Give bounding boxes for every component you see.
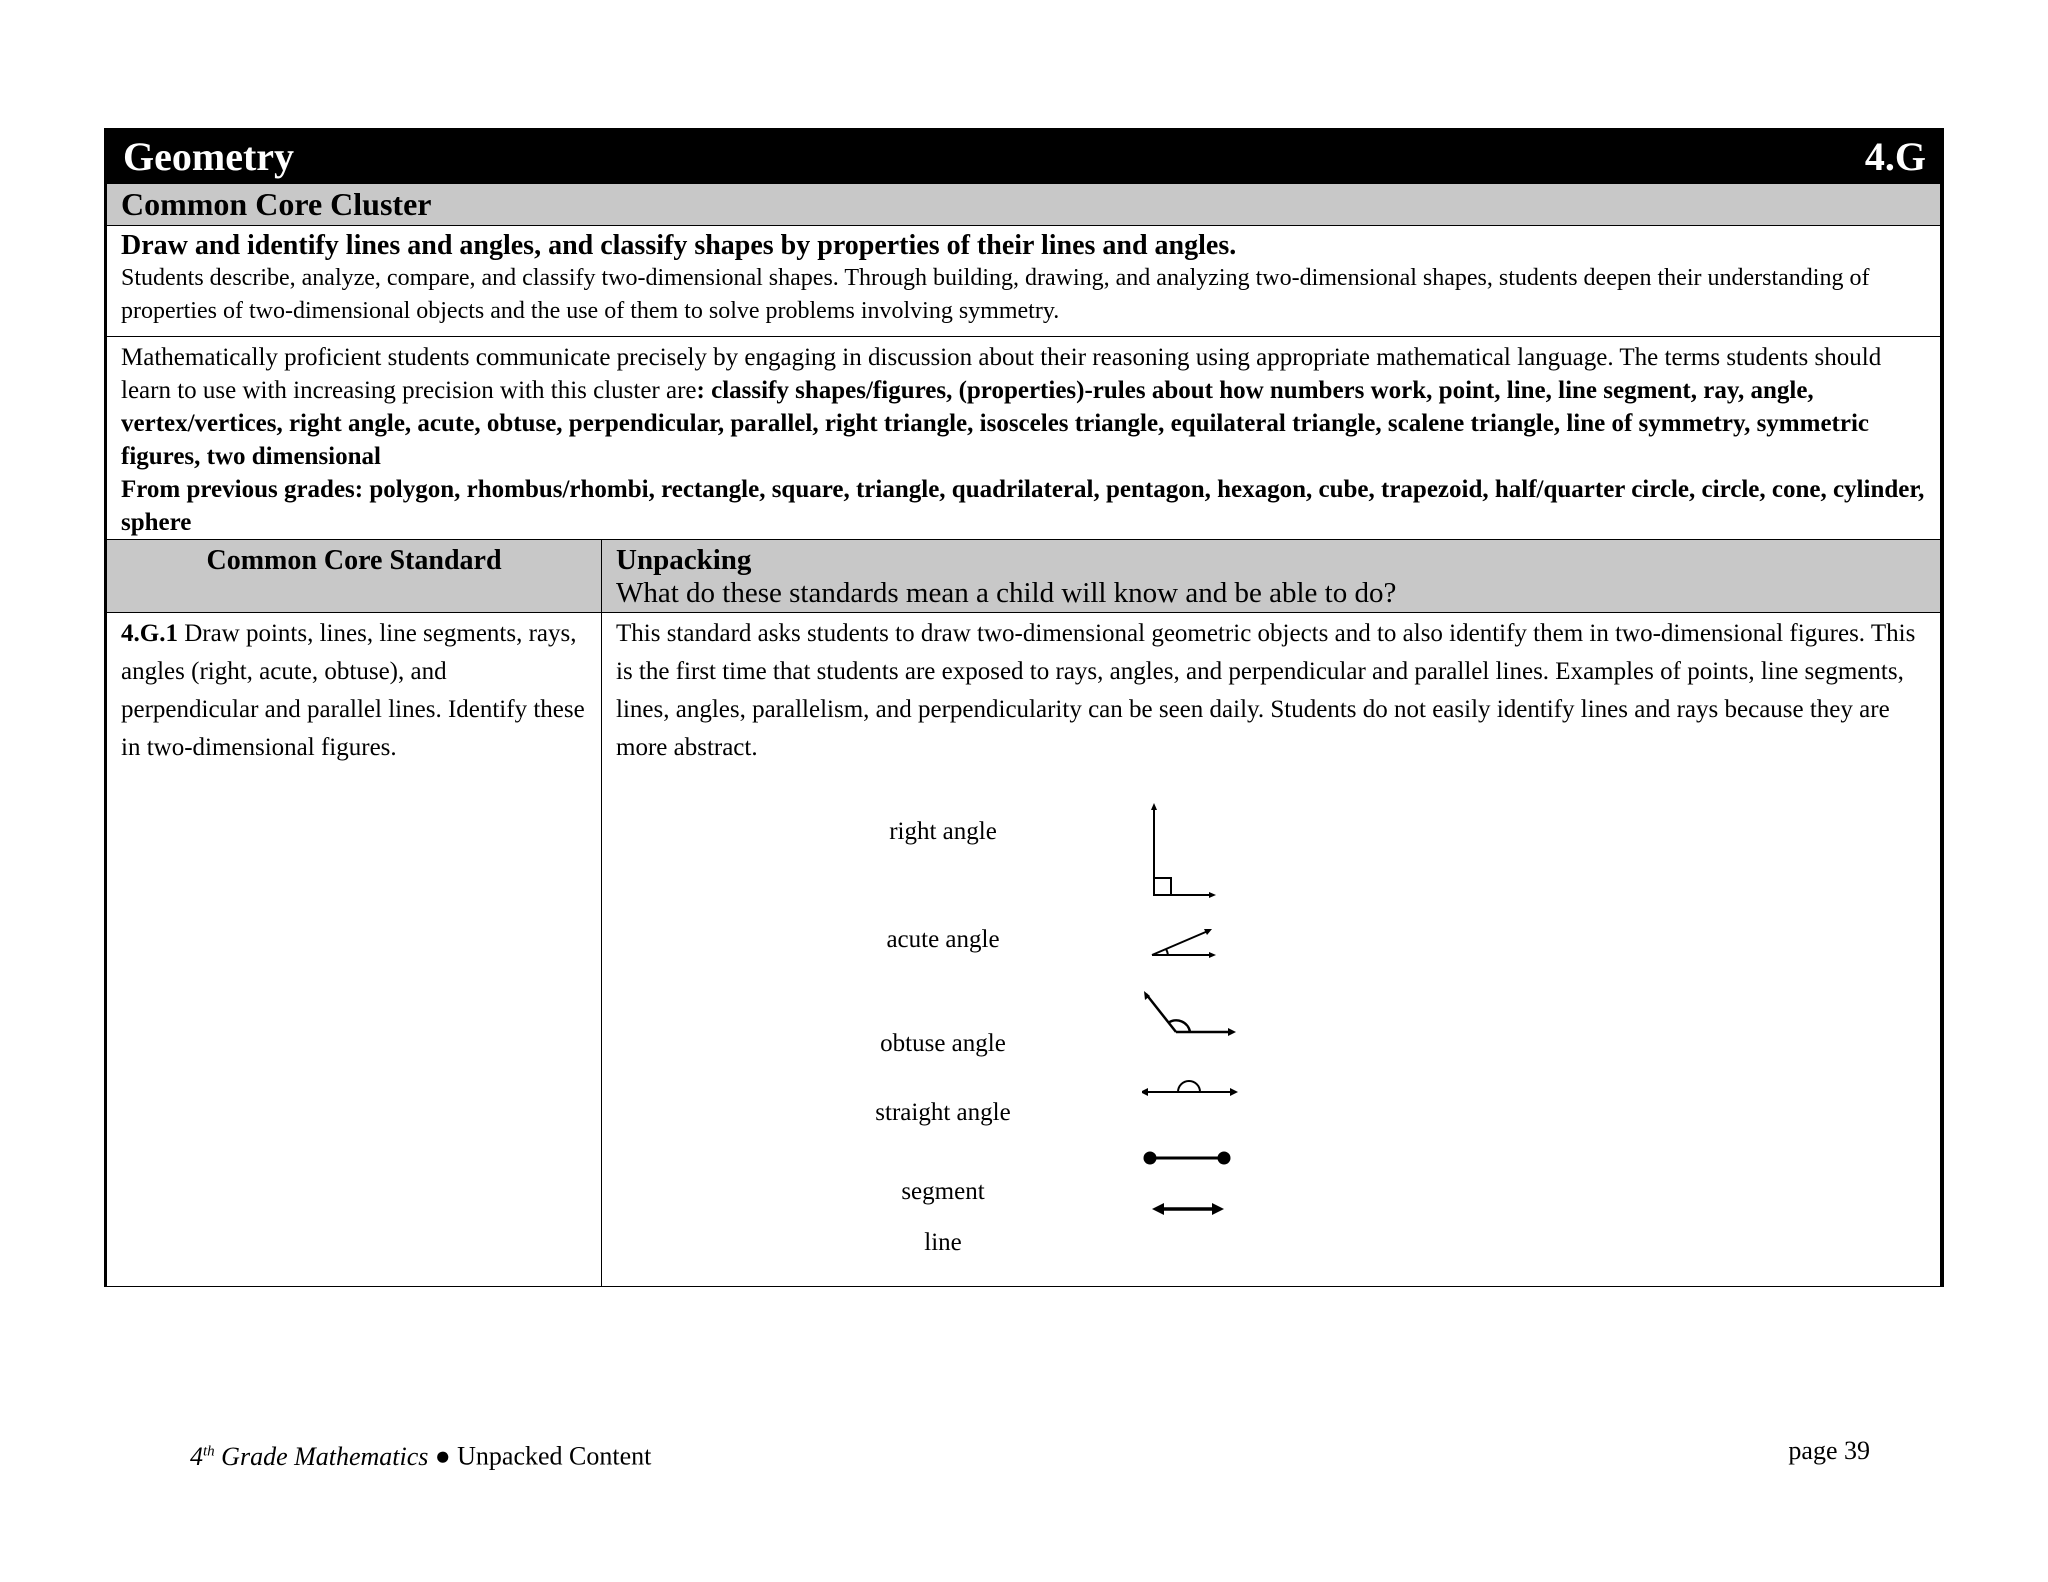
domain-header <box>107 128 1940 184</box>
cluster-title: Draw and identify lines and angles, and classify shapes by properties of their lines and angles. <box>121 230 1237 261</box>
footer-grade: 4th Grade Mathematics <box>190 1441 429 1471</box>
standard-cell <box>107 613 602 1286</box>
label-acute-angle: acute angle <box>886 926 1000 953</box>
domain-title: Geometry <box>123 133 295 179</box>
label-line: line <box>924 1229 962 1256</box>
label-straight-angle: straight angle <box>875 1099 1011 1126</box>
cluster-description: Students describe, analyze, compare, and classify two-dimensional shapes. Through building, drawing, and analyzing two-dimensional shapes, students deepen their understanding of properties of two-dimensional objects and the use of them to solve problems involving symmetry. <box>121 265 1870 324</box>
page-number: page 39 <box>1788 1436 1870 1465</box>
table-row <box>107 613 1940 1286</box>
label-obtuse-angle: obtuse angle <box>880 1030 1006 1057</box>
segment-figure <box>1145 1153 1229 1163</box>
col-header-standard: Common Core Standard <box>107 540 602 612</box>
vocabulary-intro: Mathematically proficient students communicate precisely by engaging in discussion about their reasoning using appropriate mathematical language. The terms students should learn to use with increasing precision with this cluster are <box>121 344 1882 404</box>
label-right-angle: right angle <box>889 818 997 845</box>
angle-figures <box>1142 769 1442 1289</box>
cluster-body <box>107 226 1940 337</box>
vocabulary-section <box>107 337 1940 540</box>
domain-code: 4.G <box>1864 133 1926 179</box>
previous-grades-terms: From previous grades: polygon, rhombus/rhombi, rectangle, square, triangle, quadrilateral, pentagon, hexagon, cube, trapezoid, half/quarter circle, circle, cone, cylinder, sphere <box>121 476 1925 536</box>
unpacking-text: This standard asks students to draw two-dimensional geometric objects and to also identify them in two-dimensional figures. This is the first time that students are exposed to rays, angles, and perpendicular and parallel lines. Examples of points, line segments, lines, angles, parallelism, and perpendicularity can be seen daily. Students do not easily identify lines and rays because they are more abstract. <box>616 620 1916 761</box>
obtuse-angle-figure <box>1144 991 1236 1036</box>
standard-text: Draw points, lines, line segments, rays, angles (right, acute, obtuse), and perpendicular and parallel lines. Identify these in two-dimensional figures. <box>121 620 585 761</box>
footer-bullet: ● <box>428 1441 458 1471</box>
straight-angle-figure <box>1142 1081 1238 1096</box>
unpacking-label: Unpacking <box>616 544 752 576</box>
standards-table <box>104 128 1944 1287</box>
line-figure <box>1152 1203 1224 1215</box>
vocabulary-terms: : classify shapes/figures, (properties)-rules about how numbers work, point, line, line segment, ray, angle, vertex/vertices, right angle, acute, obtuse, perpendicular, parallel, right triangle, isosceles triangle, equilateral triangle, scalene triangle, line of symmetry, symmetric figures, two dimensional <box>121 377 1870 470</box>
col-header-unpacking <box>602 540 1940 612</box>
standard-code: 4.G.1 <box>121 620 178 647</box>
acute-angle-figure <box>1152 929 1216 958</box>
table-header-row <box>107 540 1940 613</box>
footer-doc-title <box>190 1436 651 1472</box>
footer-content: Unpacked Content <box>457 1441 652 1471</box>
unpacking-subtitle: What do these standards mean a child will know and be able to do? <box>616 577 1397 609</box>
label-segment: segment <box>901 1178 985 1205</box>
cluster-header: Common Core Cluster <box>107 184 1940 226</box>
right-angle-figure <box>1151 803 1216 898</box>
unpacking-cell <box>602 613 1940 1286</box>
